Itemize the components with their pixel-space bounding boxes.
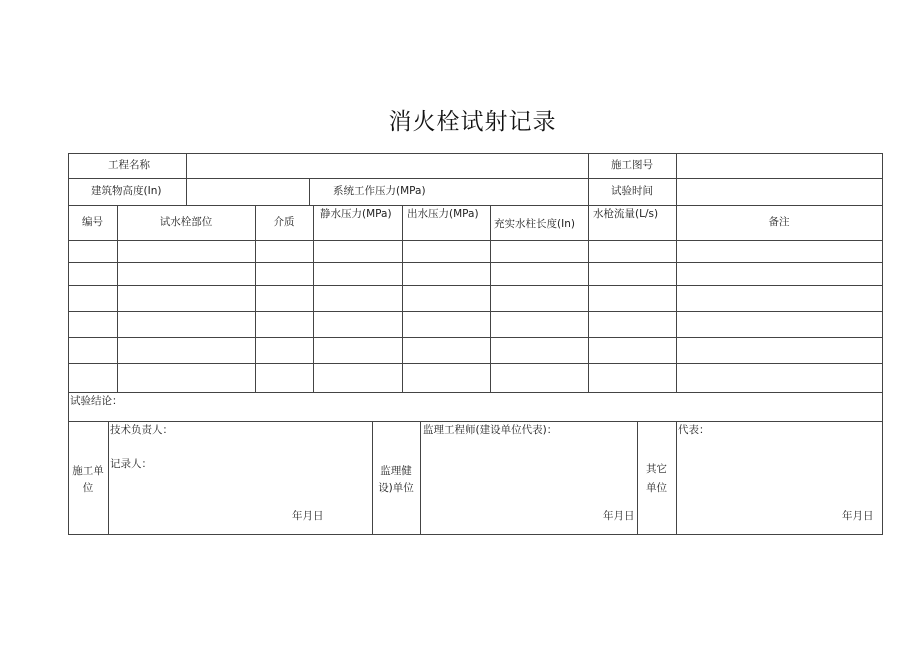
table-rule (68, 311, 883, 312)
table-rule (676, 421, 677, 534)
system-pressure-label: 系统工作压力(MPa) (333, 185, 426, 197)
table-rule (313, 205, 314, 392)
table-rule (420, 421, 421, 534)
date-label: 年月日 (842, 510, 874, 522)
recorder-label: 记录人： (110, 458, 152, 470)
table-rule (588, 205, 589, 392)
table-rule (402, 205, 403, 392)
table-rule (68, 392, 883, 393)
table-rule (108, 421, 109, 534)
page-title: 消火栓试射记录 (388, 109, 557, 135)
column-header: 静水压力(MPa) (320, 208, 392, 220)
table-rule (68, 205, 883, 206)
table-rule (490, 205, 491, 392)
supervision-unit-label: 设)单位 (378, 482, 414, 494)
column-header: 试水栓部位 (159, 216, 213, 228)
column-header: 编号 (82, 216, 103, 228)
table-border-bottom (68, 534, 883, 535)
column-header: 充实水柱长度(In) (494, 218, 575, 230)
date-label: 年月日 (292, 510, 324, 522)
table-rule (117, 205, 118, 392)
building-height-label: 建筑物高度(In) (91, 185, 162, 197)
supervision-unit-label: 监理健 (380, 465, 412, 477)
other-unit-label: 其它 (646, 463, 667, 475)
table-border-right (882, 153, 883, 535)
date-label: 年月日 (603, 510, 635, 522)
project-name-label: 工程名称 (108, 159, 150, 171)
other-unit-label: 单位 (646, 482, 667, 494)
table-rule (186, 153, 187, 205)
column-header: 出水压力(MPa) (407, 208, 479, 220)
table-rule (255, 205, 256, 392)
column-header: 介质 (273, 216, 295, 228)
construction-unit-label: 位 (82, 482, 94, 494)
column-header: 水枪流量(L/s) (593, 208, 659, 220)
table-rule (676, 153, 677, 205)
drawing-number-label: 施工图号 (611, 159, 653, 171)
table-rule (68, 363, 883, 364)
table-rule (68, 262, 883, 263)
table-rule (68, 421, 883, 422)
supervisor-label: 监理工程师(建设单位代表)： (423, 424, 558, 436)
table-rule (68, 337, 883, 338)
tech-lead-label: 技术负责人： (110, 424, 173, 436)
table-rule (68, 178, 883, 179)
conclusion-label: 试验结论： (70, 395, 123, 407)
table-rule (68, 285, 883, 286)
table-rule (588, 153, 589, 205)
representative-label: 代表： (678, 424, 710, 436)
table-rule (309, 178, 310, 205)
table-rule (676, 205, 677, 392)
table-border-top (68, 153, 883, 154)
table-rule (637, 421, 638, 534)
test-time-label: 试验时间 (611, 185, 653, 197)
construction-unit-label: 施工单 (72, 465, 104, 477)
column-header: 备注 (768, 216, 790, 228)
table-rule (68, 240, 883, 241)
